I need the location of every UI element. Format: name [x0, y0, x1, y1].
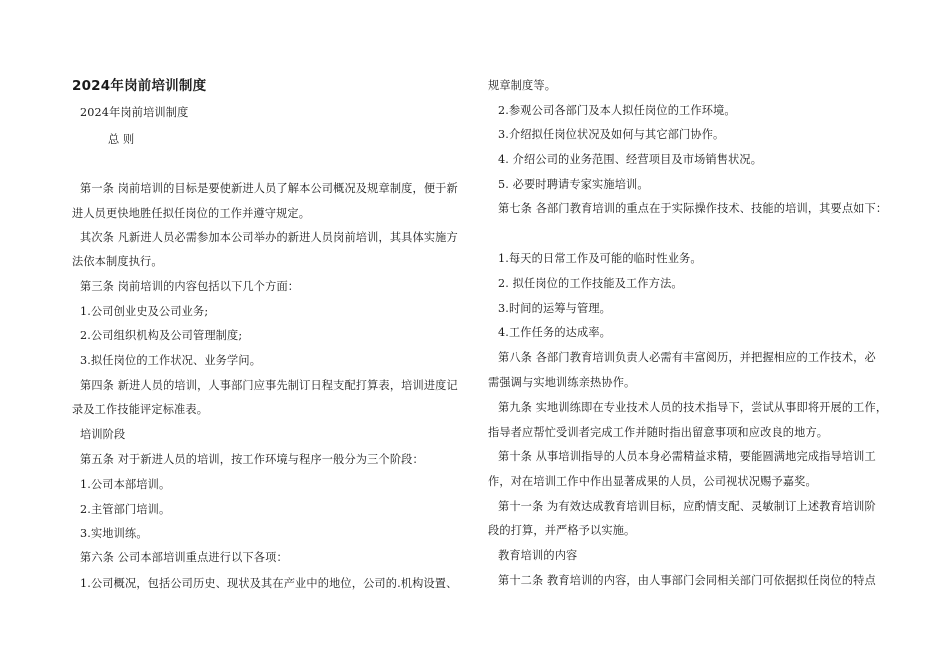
paragraph-line: 第四条 新进人员的培训，人事部门应事先制订日程支配打算表，培训进度记 [80, 379, 458, 392]
paragraph-line: 录及工作技能评定标准表。 [72, 403, 209, 416]
paragraph-line: 第十条 从事培训指导的人员本身必需精益求精，要能圆满地完成指导培训工 [498, 450, 876, 463]
list-item: 1.每天的日常工作及可能的临时性业务。 [498, 252, 702, 265]
section-heading: 培训阶段 [80, 428, 126, 441]
paragraph-line: 指导者应帮忙受训者完成工作并随时指出留意事项和应改良的地方。 [488, 426, 829, 439]
list-item: 1.公司概况，包括公司历史、现状及其在产业中的地位，公司的.机构设置、 [80, 577, 458, 590]
paragraph-line: 第七条 各部门教育培训的重点在于实际操作技术、技能的培训，其要点如下： [498, 202, 888, 215]
list-item: 3.实地训练。 [80, 527, 148, 540]
paragraph-line: 第十一条 为有效达成教育培训目标，应酌情支配、灵敏制订上述教育培训阶 [498, 500, 876, 513]
paragraph-line: 进人员更快地胜任拟任岗位的工作并遵守规定。 [72, 207, 311, 220]
list-item: 1.公司创业史及公司业务; [80, 305, 209, 318]
paragraph-line: 第一条 岗前培训的目标是要使新进人员了解本公司概况及规章制度，便于新 [80, 182, 458, 195]
paragraph-line: 法依本制度执行。 [72, 255, 163, 268]
list-item: 2.主管部门培训。 [80, 503, 171, 516]
list-item: 5. 必要时聘请专家实施培训。 [498, 178, 649, 191]
list-item: 3.拟任岗位的工作状况、业务学问。 [80, 354, 262, 367]
paragraph-line: 规章制度等。 [488, 79, 557, 92]
list-item: 3.时间的运筹与管理。 [498, 302, 612, 315]
subtitle: 2024年岗前培训制度 [80, 106, 189, 119]
paragraph-line: 需强调与实地训练亲热协作。 [488, 376, 636, 389]
section-heading: 教育培训的内容 [498, 549, 578, 562]
list-item: 4. 介绍公司的业务范围、经营项目及市场销售状况。 [498, 153, 763, 166]
list-item: 2.参观公司各部门及本人拟任岗位的工作环境。 [498, 104, 736, 117]
list-item: 3.介绍拟任岗位状况及如何与其它部门协作。 [498, 128, 725, 141]
list-item: 4.工作任务的达成率。 [498, 326, 612, 339]
paragraph-line: 段的打算，并严格予以实施。 [488, 524, 636, 537]
paragraph-line: 第三条 岗前培训的内容包括以下几个方面： [80, 280, 300, 293]
paragraph-line: 第八条 各部门教育培训负责人必需有丰富阅历，并把握相应的工作技术，必 [498, 351, 876, 364]
paragraph-line: 第九条 实地训练即在专业技术人员的技术指导下，尝试从事即将开展的工作， [498, 401, 888, 414]
paragraph-line: 第十二条 教育培训的内容，由人事部门会同相关部门可依据拟任岗位的特点 [498, 574, 876, 587]
list-item: 1.公司本部培训。 [80, 478, 171, 491]
paragraph-line: 第六条 公司本部培训重点进行以下各项： [80, 551, 288, 564]
list-item: 2.公司组织机构及公司管理制度; [80, 329, 243, 342]
paragraph-line: 作，对在培训工作中作出显著成果的人员，公司视状况赐予嘉奖。 [488, 475, 817, 488]
document-title: 2024年岗前培训制度 [72, 78, 207, 94]
section-heading-general: 总 则 [108, 133, 135, 146]
paragraph-line: 其次条 凡新进人员必需参加本公司举办的新进人员岗前培训，其具体实施方 [80, 231, 458, 244]
paragraph-line: 第五条 对于新进人员的培训，按工作环境与程序一般分为三个阶段： [80, 453, 424, 466]
list-item: 2. 拟任岗位的工作技能及工作方法。 [498, 277, 683, 290]
